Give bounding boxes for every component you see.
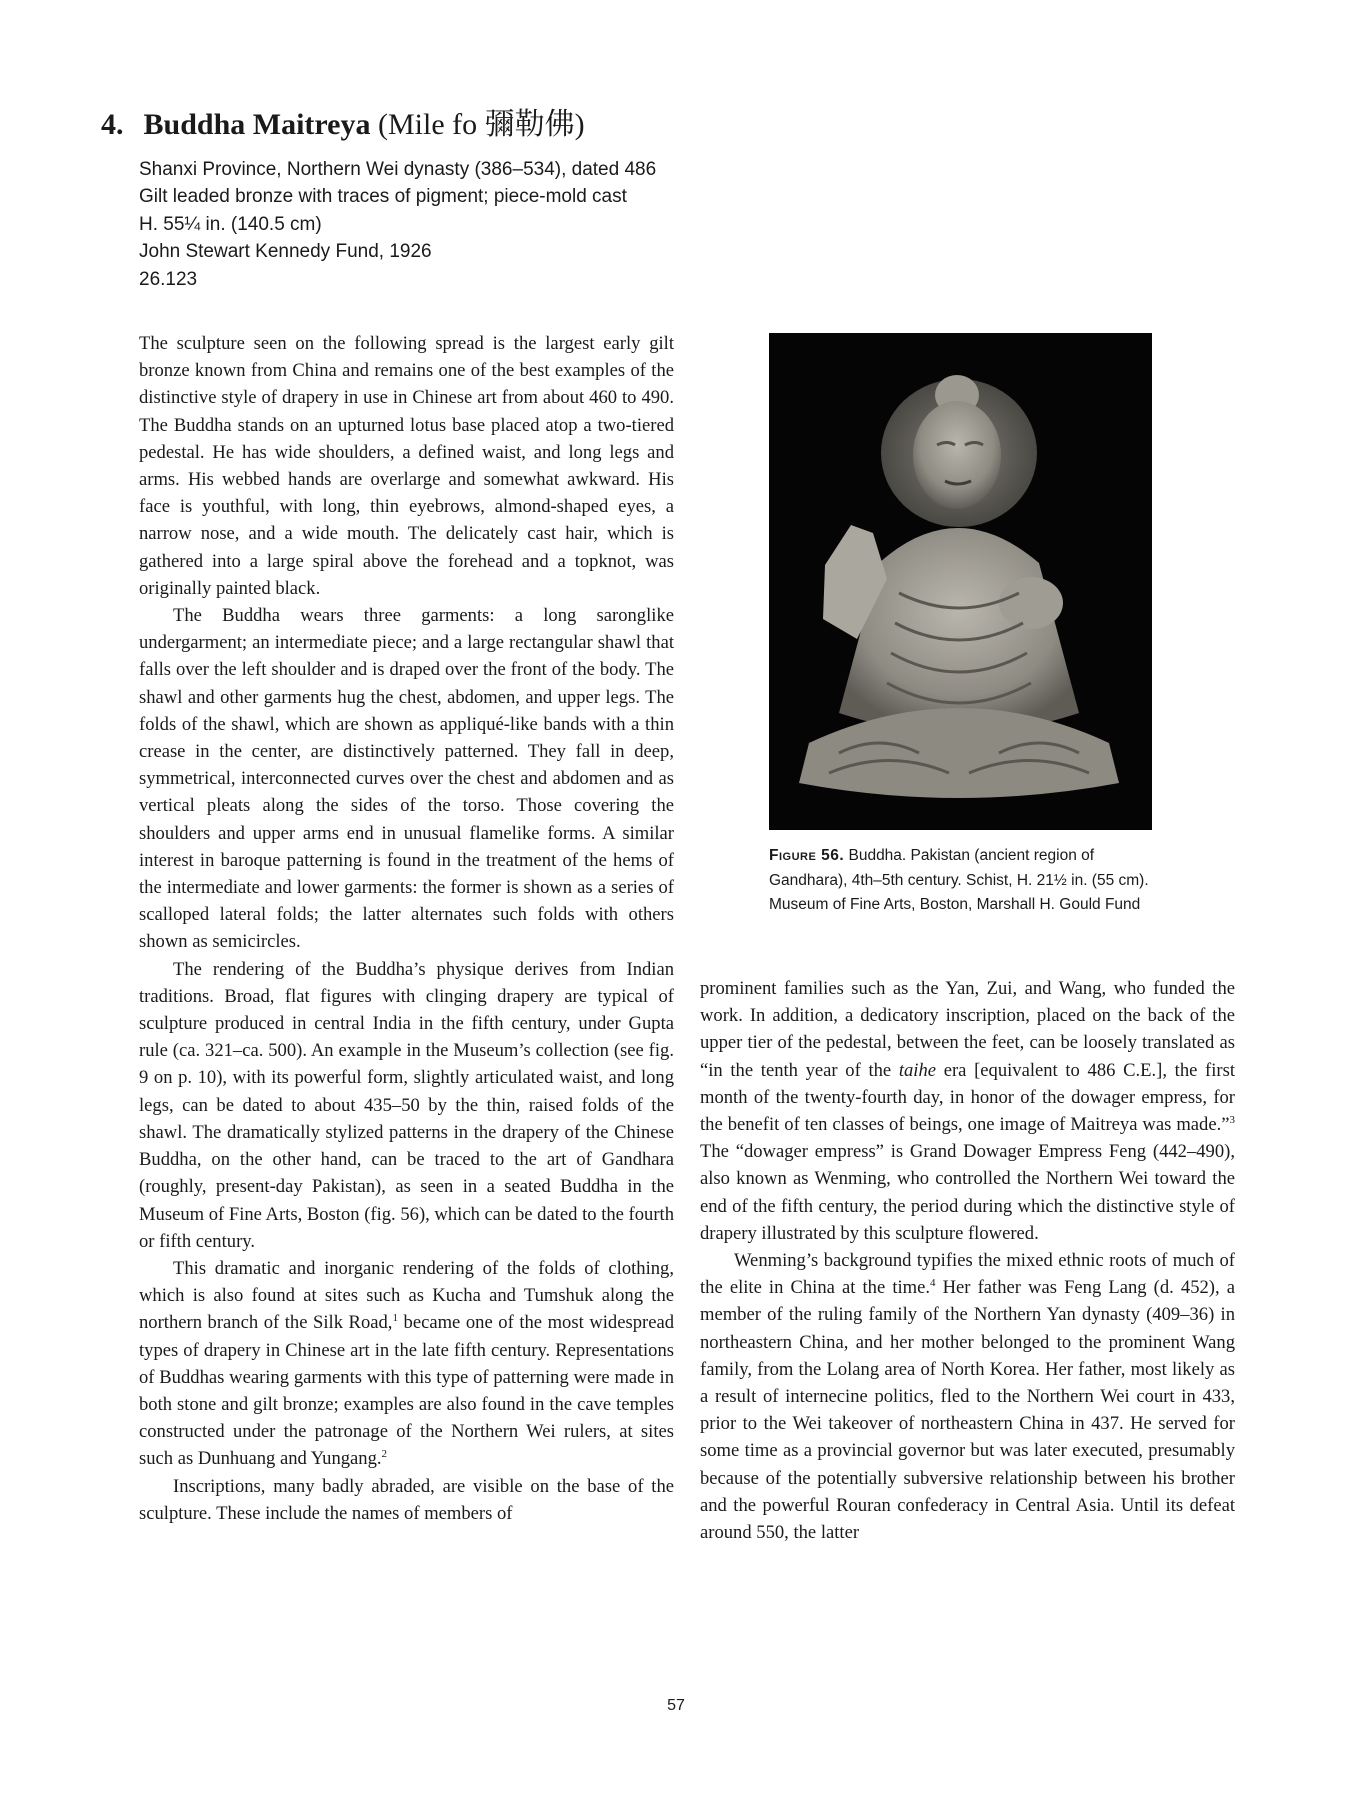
paragraph <box>139 1255 674 1473</box>
paragraph-text: The “dowager empress” is Grand Dowager Empress Feng (442–490), also known as Wenming, who controlled the Northern Wei toward the end of the fifth century, the period during which the distinctive style of drapery illustrated by this sculpture flowered. <box>700 1141 1235 1244</box>
meta-dimensions: H. 55¼ in. (140.5 cm) <box>139 213 322 235</box>
figure-label: Figure 56. <box>769 847 845 864</box>
paragraph-text: Her father was Feng Lang (d. 452), a member of the ruling family of the Northern Yan dynasty (409–36) in northeastern China, and her mother belonged to the prominent Wang family, from the Lolang area of North Korea. Her father, most likely as a result of internecine politics, fled to the Northern Wei court in 433, prior to the Wei takeover of northeastern China in 437. He served for some time as a provincial governor but was later executed, presumably because of the potentially subversive relationship between his brother and the powerful Rouran confederacy in Central Asia. Until its defeat around 550, the latter <box>700 1277 1235 1544</box>
seated-buddha-photo <box>769 333 1152 830</box>
footnote-ref[interactable]: 1 <box>392 1312 398 1325</box>
figure-image <box>769 333 1152 830</box>
footnote-ref[interactable]: 4 <box>930 1277 936 1290</box>
paragraph-text: era [equivalent to 486 C.E.], the first month of the twenty-fourth day, in honor of the dowager empress, for the benefit of ten classes of beings, one image of Maitreya was made.” <box>700 1059 1235 1136</box>
paragraph <box>700 975 1235 1247</box>
paragraph <box>700 1247 1235 1546</box>
paragraph: Inscriptions, many badly abraded, are visible on the base of the sculpture. These include the names of members of <box>139 1475 674 1524</box>
italic-term: taihe <box>898 1059 937 1081</box>
meta-credit: John Stewart Kennedy Fund, 1926 <box>139 241 432 263</box>
paragraph-text: prominent families such as the Yan, Zui, and Wang, who funded the work. In addition, a dedicatory inscription, placed on the back of the upper tier of the pedestal, between the feet, can be loosely translated as “in the tenth year of the <box>700 978 1235 1081</box>
entry-title-native: (Mile fo 彌勒佛) <box>377 108 585 141</box>
object-metadata <box>139 156 656 293</box>
footnote-ref[interactable]: 3 <box>1229 1113 1235 1126</box>
paragraph-text: became one of the most widespread types of drapery in Chinese art in the late fifth century. Representations of Buddhas wearing garments with this type of patterning were made in both stone and gilt bronze; examples are also found in the cave temples constructed under the patronage of the Northern Wei rulers, at sites such as Dunhuang and Yungang. <box>139 1312 674 1470</box>
meta-accession: 26.123 <box>139 268 198 290</box>
paragraph-text: This dramatic and inorganic rendering of the folds of clothing, which is also found at sites such as Kucha and Tumshuk along the northern branch of the Silk Road, <box>139 1257 674 1334</box>
figure-caption-text: Buddha. Pakistan (ancient region of Gandhara), 4th–5th century. Schist, H. 21½ in. (55 cm). Museum of Fine Arts, Boston, Marshall H. Gould Fund <box>769 847 1149 913</box>
paragraph-text: Wenming’s background typifies the mixed ethnic roots of much of the elite in China at the time. <box>700 1250 1235 1299</box>
figure-caption <box>769 844 1149 918</box>
paragraph: The Buddha wears three garments: a long saronglike undergarment; an intermediate piece; and a large rectangular shawl that falls over the left shoulder and is draped over the front of the body. The shawl and other garments hug the chest, abdomen, and upper legs. The folds of the shawl, which are shown as appliqué-like bands with a thin crease in the center, are distinctively patterned. They fall in deep, symmetrical, interconnected curves over the chest and abdomen and as vertical pleats along the sides of the torso. Those covering the shoulders and upper arms end in unusual flamelike forms. A similar interest in baroque patterning is found in the treatment of the hems of the intermediate and lower garments: the former is shown as a series of scalloped lateral folds; the latter alternates such folds with others shown as semicircles. <box>139 605 674 953</box>
entry-title: Buddha Maitreya <box>143 108 371 141</box>
body-column-right <box>700 975 1235 1546</box>
entry-number: 4. <box>101 108 124 141</box>
footnote-ref[interactable]: 2 <box>381 1448 388 1461</box>
entry-heading <box>101 108 585 142</box>
body-column-left <box>139 330 674 1527</box>
page-number: 57 <box>667 1697 685 1714</box>
meta-medium: Gilt leaded bronze with traces of pigment; piece-mold cast <box>139 186 627 208</box>
paragraph: The sculpture seen on the following spread is the largest early gilt bronze known from China and remains one of the best examples of the distinctive style of drapery in use in Chinese art from about 460 to 490. The Buddha stands on an upturned lotus base placed atop a two-tiered pedestal. He has wide shoulders, a defined waist, and long legs and arms. His webbed hands are overlarge and somewhat awkward. His face is youthful, with long, thin eyebrows, almond-shaped eyes, a narrow nose, and a wide mouth. The delicately cast hair, which is gathered into a large spiral above the forehead and a topknot, was originally painted black. <box>139 333 674 599</box>
meta-origin: Shanxi Province, Northern Wei dynasty (386–534), dated 486 <box>139 159 657 180</box>
paragraph: The rendering of the Buddha’s physique derives from Indian traditions. Broad, flat figures with clinging drapery are typical of sculpture produced in central India in the fifth century, under Gupta rule (ca. 321–ca. 500). An example in the Museum’s collection (see fig. 9 on p. 10), with its powerful form, slightly articulated waist, and long legs, can be dated to about 435–50 by the thin, raised folds of the shawl. The dramatically stylized patterns in the drapery of the Chinese Buddha, on the other hand, can be traced to the art of Gandhara (roughly, present-day Pakistan), as seen in a seated Buddha in the Museum of Fine Arts, Boston (fig. 56), which can be dated to the fourth or fifth century. <box>139 958 674 1252</box>
